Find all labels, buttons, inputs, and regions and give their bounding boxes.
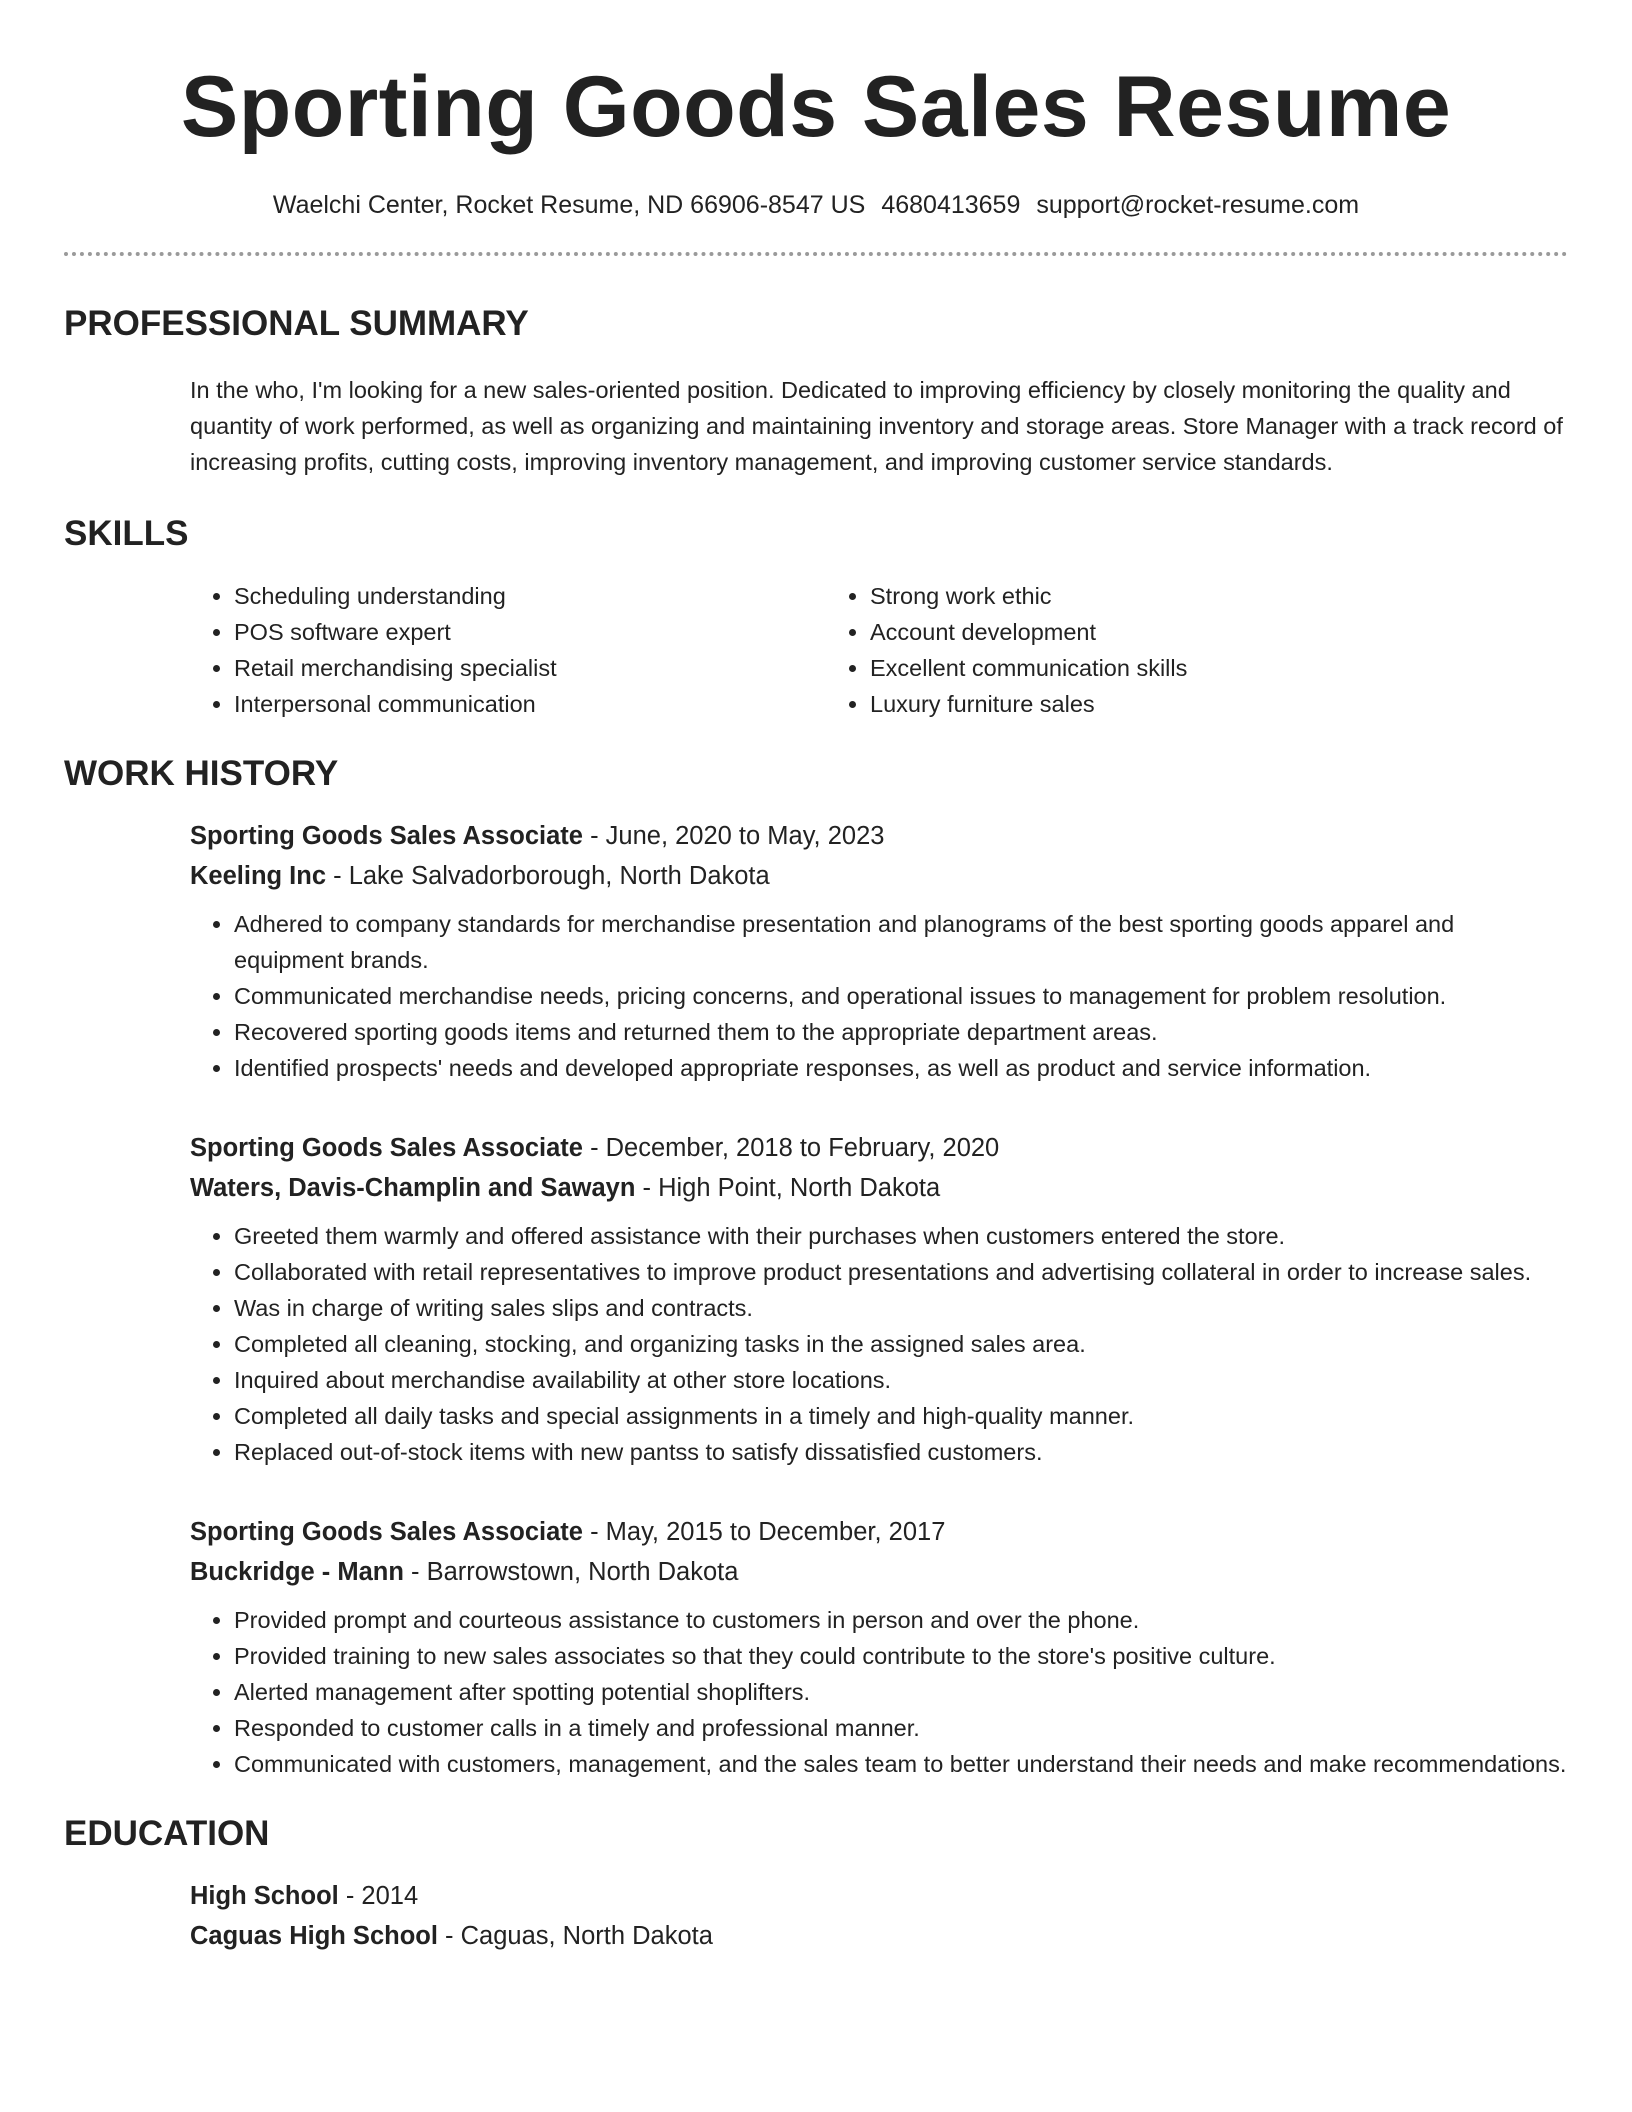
header-divider [64,252,1568,256]
job-company-line [190,1168,1568,1208]
job-company: Keeling Inc [190,862,327,890]
skill-item: • POS software expert [234,614,826,650]
skills-column-left [190,578,826,722]
job-bullet: • Responded to customer calls in a timely and professional manner. [234,1710,1568,1746]
job-bullets [190,1218,1568,1470]
job-bullet: • Communicated with customers, management, and the sales team to better understand their needs and make recommendations. [234,1746,1568,1782]
job-bullets [190,906,1568,1086]
job-entry [190,1128,1568,1208]
skills-column-right [826,578,1462,722]
job-location: - Barrowstown, North Dakota [403,1558,739,1586]
job-bullet: • Greeted them warmly and offered assistance with their purchases when customers entered the store. [234,1218,1568,1254]
job-title-line [190,1128,1568,1168]
summary-heading: PROFESSIONAL SUMMARY [64,304,529,343]
contact-line [64,188,1568,222]
skills-list [190,578,1568,722]
job-bullet: • Provided training to new sales associates so that they could contribute to the store's positive culture. [234,1638,1568,1674]
job-bullet: • Completed all daily tasks and special assignments in a timely and high-quality manner. [234,1398,1568,1434]
skill-item: • Scheduling understanding [234,578,826,614]
job-bullet: • Completed all cleaning, stocking, and organizing tasks in the assigned sales area. [234,1326,1568,1362]
education-year: - 2014 [338,1882,419,1910]
job-bullet: • Recovered sporting goods items and returned them to the appropriate department areas. [234,1014,1568,1050]
work-history-heading: WORK HISTORY [64,754,339,793]
education-heading: EDUCATION [64,1814,270,1853]
skill-item: • Account development [870,614,1462,650]
job-bullet: • Inquired about merchandise availability at other store locations. [234,1362,1568,1398]
job-bullet: • Identified prospects' needs and developed appropriate responses, as well as product and service information. [234,1050,1568,1086]
contact-address: Waelchi Center, Rocket Resume, ND 66906-8547 US [272,191,866,219]
job-dates: - June, 2020 to May, 2023 [582,822,885,850]
job-location: - Lake Salvadorborough, North Dakota [326,862,770,890]
education-entry [190,1876,1568,1956]
resume-title: Sporting Goods Sales Resume [180,59,1452,155]
skill-item: • Excellent communication skills [870,650,1462,686]
job-company-line [190,1552,1568,1592]
job-title-line [190,816,1568,856]
skill-item: • Interpersonal communication [234,686,826,722]
job-entry [190,816,1568,896]
job-bullet: • Adhered to company standards for merchandise presentation and planograms of the best sporting goods apparel and equipment brands. [234,906,1568,978]
education-school: Caguas High School [190,1922,438,1950]
skill-item: • Retail merchandising specialist [234,650,826,686]
job-title: Sporting Goods Sales Associate [190,1518,583,1546]
job-company: Waters, Davis-Champlin and Sawayn [190,1174,636,1202]
job-company: Buckridge - Mann [190,1558,404,1586]
skill-item: • Luxury furniture sales [870,686,1462,722]
job-bullet: • Alerted management after spotting potential shoplifters. [234,1674,1568,1710]
job-bullets [190,1602,1568,1782]
job-bullet: • Communicated merchandise needs, pricing concerns, and operational issues to management for problem resolution. [234,978,1568,1014]
job-title: Sporting Goods Sales Associate [190,822,583,850]
job-location: - High Point, North Dakota [635,1174,941,1202]
job-title-line [190,1512,1568,1552]
job-entry [190,1512,1568,1592]
education-school-line [190,1916,1568,1956]
job-bullet: • Was in charge of writing sales slips and contracts. [234,1290,1568,1326]
education-degree: High School [190,1882,339,1910]
education-location: - Caguas, North Dakota [437,1922,713,1950]
job-bullet: • Collaborated with retail representatives to improve product presentations and advertising collateral in order to increase sales. [234,1254,1568,1290]
job-dates: - May, 2015 to December, 2017 [582,1518,946,1546]
summary-text: In the who, I'm looking for a new sales-oriented position. Dedicated to improving efficiency by closely monitoring the quality and quantity of work performed, as well as organizing and maintaining inventory and storage areas. Store Manager with a track record of increasing profits, cutting costs, improving inventory management, and improving customer service standards. [190,377,1563,475]
job-title: Sporting Goods Sales Associate [190,1134,583,1162]
contact-phone: 4680413659 [881,191,1021,219]
job-bullet: • Replaced out-of-stock items with new pantss to satisfy dissatisfied customers. [234,1434,1568,1470]
job-company-line [190,856,1568,896]
job-bullet: • Provided prompt and courteous assistance to customers in person and over the phone. [234,1602,1568,1638]
skills-heading: SKILLS [64,514,189,553]
contact-email: support@rocket-resume.com [1036,191,1360,219]
skill-item: • Strong work ethic [870,578,1462,614]
education-degree-line [190,1876,1568,1916]
job-dates: - December, 2018 to February, 2020 [582,1134,1000,1162]
